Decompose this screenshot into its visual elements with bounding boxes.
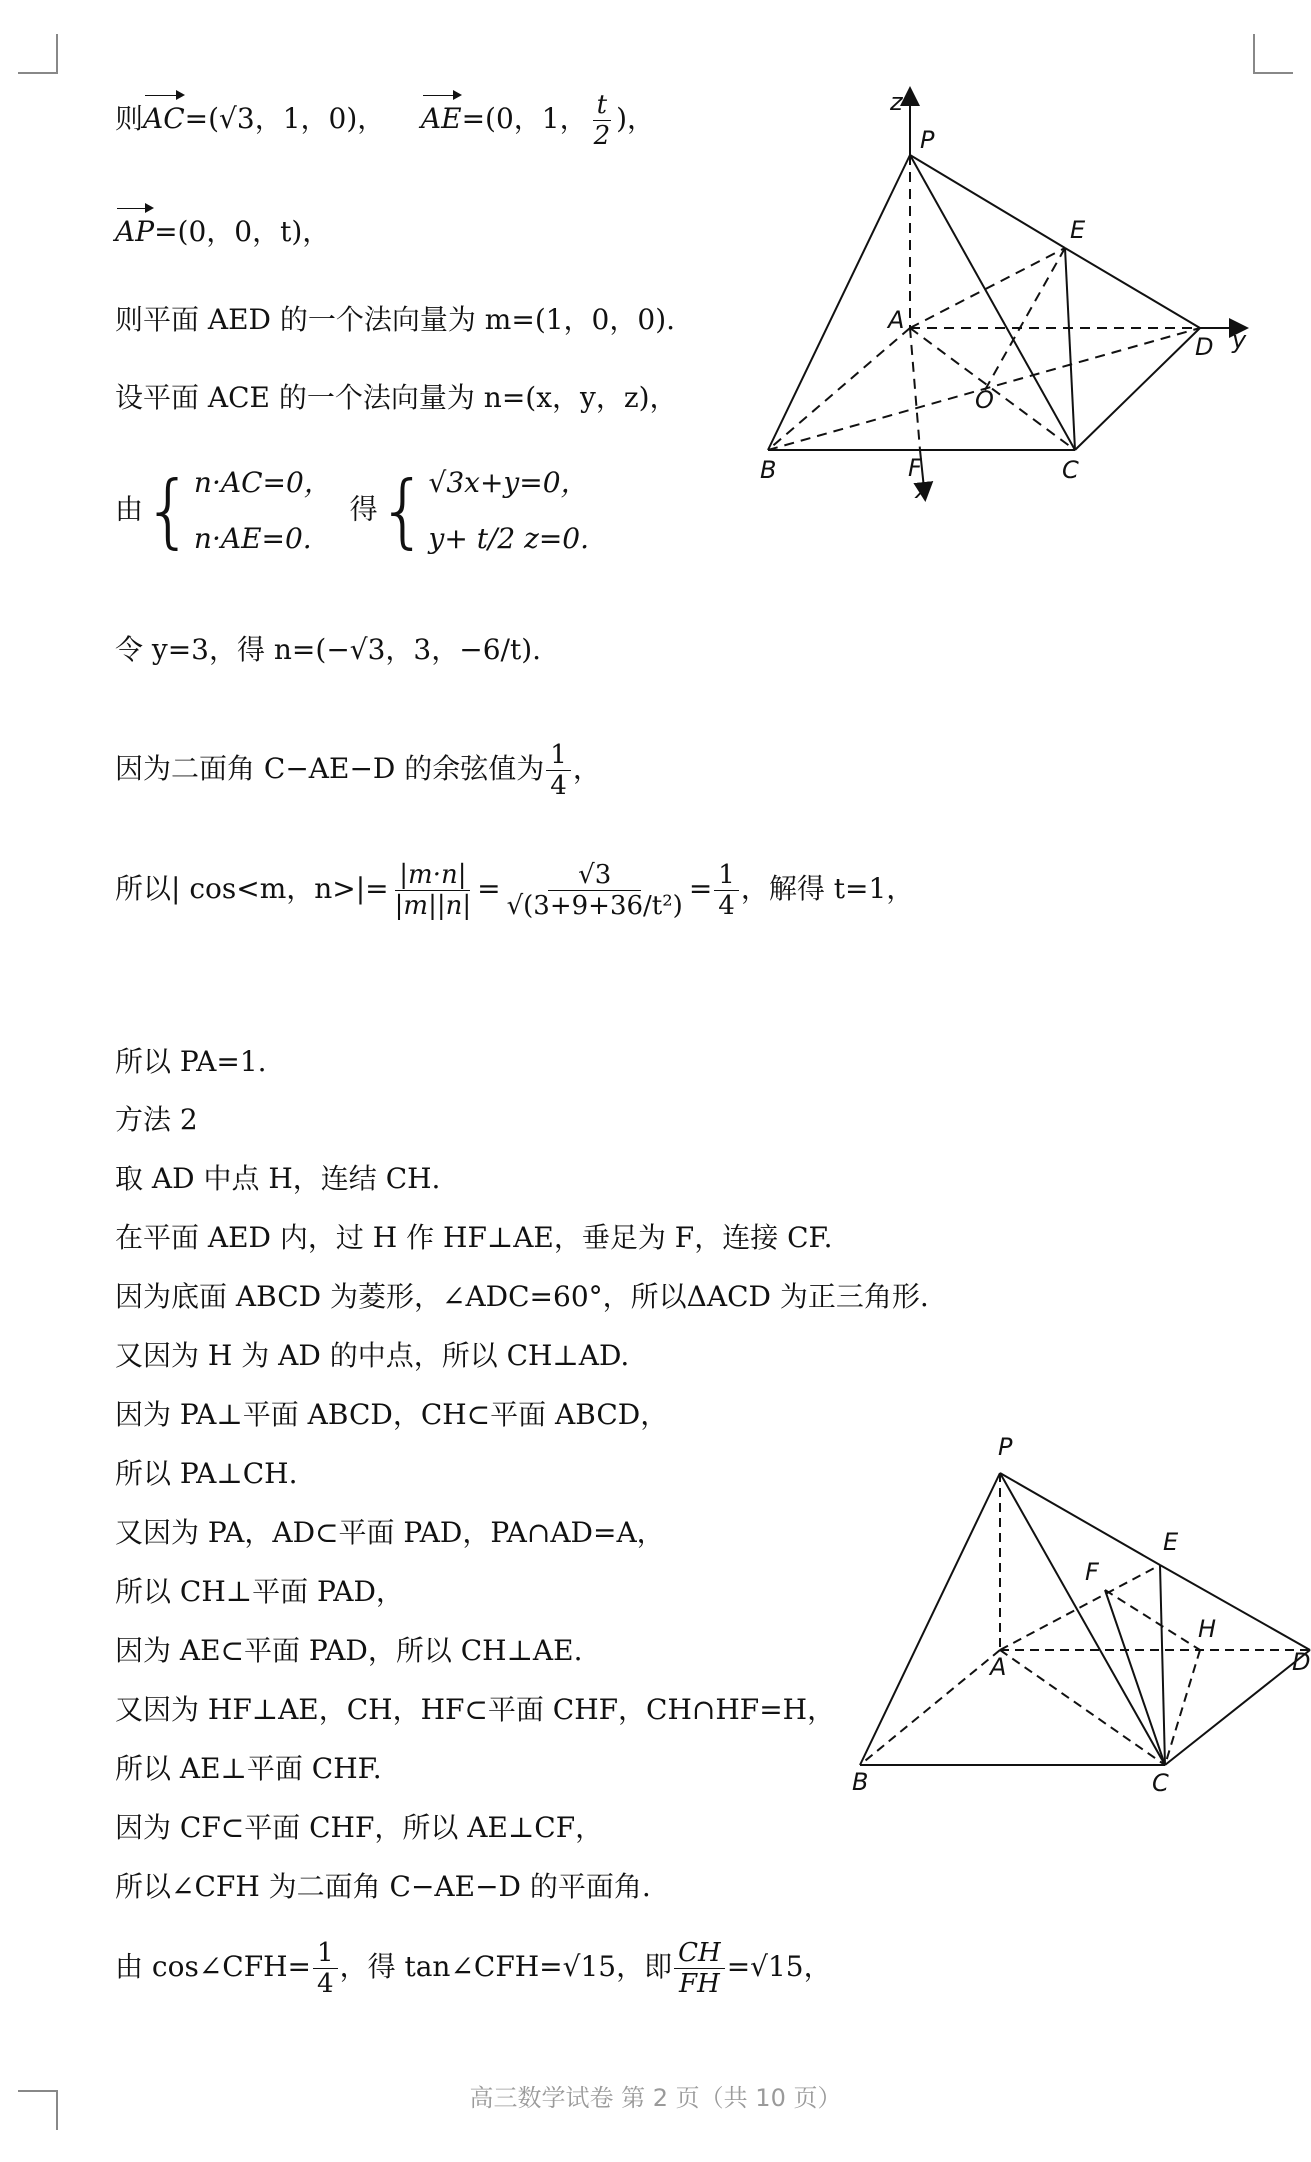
edge-ae xyxy=(910,248,1065,328)
fraction-t-over-2: $\frac{t}{2}$ xyxy=(593,90,611,151)
edge-cf-2 xyxy=(1105,1590,1165,1765)
line-20: 又因为 HF⊥AE，CH，HF⊂平面 CHF，CH∩HF=H， xyxy=(115,1693,836,1726)
edge-ae-2 xyxy=(1000,1565,1160,1650)
label-d: D xyxy=(1195,333,1214,361)
edge-ce-2 xyxy=(1160,1565,1165,1765)
figure-pyramid-h-f xyxy=(830,1425,1311,1795)
label-c: C xyxy=(1062,456,1079,484)
line-normal-n: 设平面 ACE 的一个法向量为 n=(x，y，z)， xyxy=(115,381,678,414)
label-e: E xyxy=(1070,216,1086,244)
edge-af xyxy=(910,328,920,450)
line-pa-equals: 所以 PA=1. xyxy=(115,1045,267,1078)
label-f-2: F xyxy=(1085,1558,1099,1586)
line-15: 因为 PA⊥平面 ABCD，CH⊂平面 ABCD， xyxy=(115,1398,669,1431)
line-cosine-value: 因为二面角 C−AE−D 的余弦值为 $\frac{1}{4}$ ， xyxy=(115,740,601,801)
edge-pe xyxy=(910,155,1065,248)
line-cos-formula: 所以| cos<m，n>|= $\frac{|m\cdot n|}{|m||n|}$ = $\frac{√3}{\text{√(3+9+36/t²)}}$ = $\frac{1}{4}$ ，解得 t=1， xyxy=(115,860,915,921)
line-let-y: 令 y=3，得 n=(−√3，3，−6/t). xyxy=(115,633,542,666)
label-p-2: P xyxy=(998,1433,1013,1461)
vector-ac: AC xyxy=(143,99,185,139)
edge-ce xyxy=(1065,248,1075,450)
label-h-2: H xyxy=(1198,1615,1217,1643)
vector-ae: AE xyxy=(421,99,462,139)
line-16: 所以 PA⊥CH. xyxy=(115,1457,298,1490)
fraction-one-quarter-2: $\frac{1}{4}$ xyxy=(714,860,739,921)
line-system: 由{ n·AC=0， n·AE=0. 得{ √3x+y=0， y+ t/2 z=0. xyxy=(115,455,589,567)
edge-fh-2 xyxy=(1105,1590,1200,1650)
figure-pyramid-axes xyxy=(740,80,1260,520)
line-normal-m: 则平面 AED 的一个法向量为 m=(1，0，0). xyxy=(115,303,676,336)
label-b: B xyxy=(760,456,777,484)
line-21: 所以 AE⊥平面 CHF. xyxy=(115,1752,382,1785)
label-p: P xyxy=(920,126,935,154)
line-14: 又因为 H 为 AD 的中点，所以 CH⊥AD. xyxy=(115,1339,630,1372)
edge-pc-2 xyxy=(1000,1473,1165,1765)
label-a: A xyxy=(888,306,905,334)
fraction-one-quarter-3: $\frac{1}{4}$ xyxy=(313,1938,338,1999)
line-vectors-ac-ae: 则AC=(√3，1，0)， AE=(0，1， $\frac{t}{2}$ )， xyxy=(115,90,656,151)
label-z: z xyxy=(890,88,903,116)
edge-pb xyxy=(768,155,910,450)
edge-ab xyxy=(768,328,910,450)
line-18: 所以 CH⊥平面 PAD， xyxy=(115,1575,404,1608)
line-12: 在平面 AED 内，过 H 作 HF⊥AE，垂足为 F，连接 CF. xyxy=(115,1221,833,1254)
fraction-sqrt: $\frac{√3}{\text{√(3+9+36/t²)}}$ xyxy=(506,860,683,921)
fraction-mn: $\frac{|m\cdot n|}{|m||n|}$ xyxy=(394,860,472,921)
edge-ab-2 xyxy=(860,1650,1000,1765)
edge-pb-2 xyxy=(860,1473,1000,1765)
fraction-ch-fh: $\frac{CH}{FH}$ xyxy=(674,1938,725,1999)
line-23: 所以∠CFH 为二面角 C−AE−D 的平面角. xyxy=(115,1870,651,1903)
edge-ed xyxy=(1065,248,1200,328)
label-o: O xyxy=(975,386,994,414)
label-d-2: D xyxy=(1292,1648,1311,1676)
line-17: 又因为 PA，AD⊂平面 PAD，PA∩AD=A， xyxy=(115,1516,665,1549)
line-22: 因为 CF⊂平面 CHF，所以 AE⊥CF， xyxy=(115,1811,604,1844)
line-19: 因为 AE⊂平面 PAD，所以 CH⊥AE. xyxy=(115,1634,583,1667)
line-13: 因为底面 ABCD 为菱形，∠ADC=60°，所以ΔACD 为正三角形. xyxy=(115,1280,929,1313)
edge-ac-2 xyxy=(1000,1650,1165,1765)
label-b-2: B xyxy=(852,1768,869,1795)
system-left: n·AC=0， n·AE=0. xyxy=(193,466,332,555)
line-24: 由 cos∠CFH= $\frac{1}{4}$ ，得 tan∠CFH=√15，即 $\frac{CH}{FH}$ =√15， xyxy=(115,1938,832,1999)
label-y: y xyxy=(1232,326,1247,354)
label-f: F xyxy=(908,454,922,482)
edge-pe-2 xyxy=(1000,1473,1160,1565)
line-vector-ap: AP=(0，0，t)， xyxy=(115,212,330,252)
left-brace-2: { xyxy=(377,464,429,557)
page-footer: 高三数学试卷 第 2 页（共 10 页） xyxy=(469,2084,842,2112)
left-brace: { xyxy=(143,464,194,557)
system-right: √3x+y=0， y+ t/2 z=0. xyxy=(428,466,590,555)
edge-ch-2 xyxy=(1165,1650,1200,1765)
edge-cd-2 xyxy=(1165,1650,1310,1765)
label-e-2: E xyxy=(1163,1528,1179,1556)
crop-mark-top-left xyxy=(18,34,58,74)
label-x: x xyxy=(915,476,930,504)
label-c-2: C xyxy=(1152,1769,1169,1795)
vector-ap: AP xyxy=(115,212,154,252)
edge-ed-2 xyxy=(1160,1565,1310,1650)
line-method-2: 方法 2 xyxy=(115,1103,198,1136)
crop-mark-top-right xyxy=(1253,34,1293,74)
line-11: 取 AD 中点 H，连结 CH. xyxy=(115,1162,441,1195)
fraction-one-quarter: $\frac{1}{4}$ xyxy=(546,740,571,801)
label-a-2: A xyxy=(990,1653,1007,1681)
